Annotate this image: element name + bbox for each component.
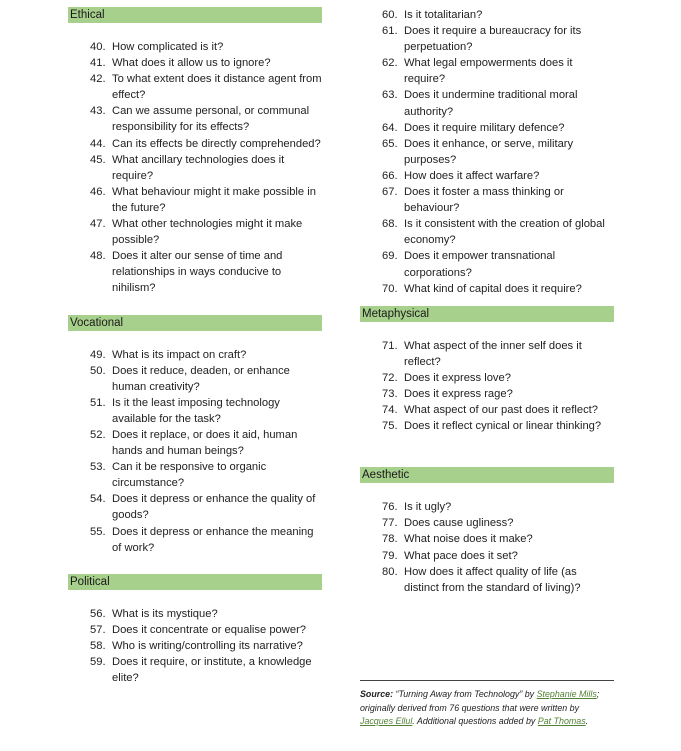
question-number: 50. — [90, 364, 106, 377]
question-number: 63. — [382, 89, 398, 102]
question-number: 78. — [382, 533, 398, 546]
question-number: 59. — [90, 656, 106, 668]
section-header-aesthetic: Aesthetic — [360, 467, 614, 483]
question-list-vocational — [68, 347, 322, 556]
question-item — [90, 347, 322, 363]
question-text: Does it enhance, or serve, military purposes? — [404, 137, 574, 166]
question-number: 77. — [382, 517, 398, 530]
question-number: 62. — [382, 57, 398, 70]
source-text: . — [585, 716, 589, 727]
question-item — [382, 168, 614, 184]
question-item — [382, 402, 614, 418]
question-item — [90, 459, 322, 491]
question-text: What other technologies might it make possible? — [112, 218, 303, 247]
question-text: Does cause ugliness? — [404, 517, 514, 530]
question-text: Can we assume personal, or communal responsibility for its effects? — [112, 105, 310, 134]
question-text: Does it require military defence? — [404, 121, 565, 134]
question-item — [382, 418, 614, 434]
question-number: 58. — [90, 639, 106, 652]
question-text: Does it require a bureaucracy for its perpetuation? — [404, 25, 582, 54]
question-number: 61. — [382, 25, 398, 38]
question-text: Is it totalitarian? — [404, 9, 483, 21]
question-number: 64. — [382, 121, 398, 134]
question-text: Does it depress or enhance the quality of goods? — [112, 493, 316, 522]
question-number: 45. — [90, 153, 106, 166]
question-number: 57. — [90, 623, 106, 636]
question-text: What is its mystique? — [112, 607, 218, 620]
question-number: 56. — [90, 607, 106, 620]
question-text: Can it be responsive to organic circumstance? — [112, 461, 267, 490]
question-item — [90, 39, 322, 55]
question-list-political — [68, 606, 322, 686]
question-text: What legal empowerments does it require? — [404, 57, 573, 86]
question-item — [90, 152, 322, 184]
question-item — [90, 55, 322, 71]
question-number: 44. — [90, 137, 106, 150]
section-header-metaphysical: Metaphysical — [360, 306, 614, 322]
question-item — [90, 184, 322, 216]
question-number: 41. — [90, 57, 106, 70]
question-text: Can its effects be directly comprehended? — [112, 137, 321, 150]
question-item — [382, 87, 614, 119]
section-header-political: Political — [68, 574, 322, 590]
question-text: What does it allow us to ignore? — [112, 57, 271, 70]
question-text: Does it express love? — [404, 371, 511, 384]
question-list-aesthetic — [360, 499, 614, 596]
question-number: 42. — [90, 73, 106, 86]
section-header-vocational: Vocational — [68, 315, 322, 331]
question-item — [382, 120, 614, 136]
question-text: Is it the least imposing technology available for the task? — [112, 396, 280, 425]
right-column — [360, 0, 614, 596]
question-text: Does it undermine traditional moral authority? — [404, 89, 578, 118]
question-item — [90, 524, 322, 556]
question-number: 79. — [382, 549, 398, 562]
question-list-metaphysical — [360, 338, 614, 435]
question-number: 49. — [90, 348, 106, 361]
question-item — [382, 564, 614, 596]
question-item — [90, 136, 322, 152]
question-text: Does it concentrate or equalise power? — [112, 623, 307, 636]
question-number: 51. — [90, 396, 106, 409]
question-number: 54. — [90, 493, 106, 506]
question-number: 75. — [382, 420, 398, 433]
question-number: 47. — [90, 218, 106, 231]
question-number: 80. — [382, 565, 398, 578]
question-item — [90, 606, 322, 622]
question-text: What behaviour might it make possible in the future? — [112, 185, 316, 214]
question-item — [90, 654, 322, 686]
question-text: Does it reflect cynical or linear thinking? — [404, 420, 602, 433]
question-item — [382, 248, 614, 280]
source-note — [360, 680, 614, 729]
question-text: Does it empower transnational corporations? — [404, 250, 556, 279]
question-text: What noise does it make? — [404, 533, 533, 546]
question-text: Is it ugly? — [404, 501, 452, 514]
question-number: 68. — [382, 218, 398, 231]
question-number: 52. — [90, 428, 106, 441]
link-jacques-ellul[interactable]: Jacques Ellul — [360, 716, 413, 727]
question-text: How does it affect quality of life (as distinct from the standard of living)? — [404, 565, 581, 594]
question-number: 66. — [382, 169, 398, 182]
question-number: 53. — [90, 461, 106, 474]
source-text: ; originally derived from 76 questions that were written by — [360, 689, 600, 713]
question-number: 69. — [382, 250, 398, 263]
question-item — [90, 216, 322, 248]
question-text: Does it require, or institute, a knowledge elite? — [112, 656, 312, 685]
question-item — [382, 216, 614, 248]
question-item — [382, 7, 614, 23]
question-number: 71. — [382, 339, 398, 352]
question-item — [382, 499, 614, 515]
question-item — [90, 363, 322, 395]
question-text: What aspect of our past does it reflect? — [404, 404, 599, 417]
question-item — [382, 23, 614, 55]
question-number: 60. — [382, 9, 398, 21]
question-text: Does it alter our sense of time and relationships in ways conducive to nihilism? — [112, 250, 283, 295]
source-text: . Additional questions added by — [412, 716, 538, 727]
question-text: Who is writing/controlling its narrative? — [112, 639, 303, 652]
question-item — [382, 55, 614, 87]
question-text: Does it express rage? — [404, 387, 513, 400]
link-stephanie-mills[interactable]: Stephanie Mills — [536, 689, 597, 699]
question-number: 48. — [90, 250, 106, 263]
question-text: What aspect of the inner self does it reflect? — [404, 339, 582, 368]
question-number: 40. — [90, 41, 106, 53]
question-item — [382, 136, 614, 168]
question-item — [382, 531, 614, 547]
source-label: Source: — [360, 689, 394, 699]
section-header-ethical: Ethical — [68, 7, 322, 23]
question-item — [382, 370, 614, 386]
source-text: “Turning Away from Technology” by — [393, 689, 537, 699]
question-text: What kind of capital does it require? — [404, 282, 582, 295]
question-text: What pace does it set? — [404, 549, 518, 562]
question-number: 74. — [382, 404, 398, 417]
question-item — [90, 103, 322, 135]
question-text: How complicated is it? — [112, 41, 224, 53]
question-item — [382, 281, 614, 297]
question-item — [90, 395, 322, 427]
question-text: Does it foster a mass thinking or behaviour? — [404, 186, 564, 215]
question-item — [90, 71, 322, 103]
question-item — [382, 515, 614, 531]
question-text: Does it replace, or does it aid, human hands and human beings? — [112, 428, 298, 458]
question-text: Does it reduce, deaden, or enhance human creativity? — [112, 364, 290, 393]
question-text: How does it affect warfare? — [404, 169, 540, 182]
question-number: 72. — [382, 371, 398, 384]
question-item — [90, 638, 322, 654]
question-number: 76. — [382, 501, 398, 514]
question-item — [382, 548, 614, 564]
question-number: 73. — [382, 387, 398, 400]
question-item — [382, 386, 614, 402]
question-text: Does it depress or enhance the meaning of work? — [112, 525, 314, 554]
question-number: 55. — [90, 525, 106, 538]
question-number: 43. — [90, 105, 106, 118]
link-pat-thomas[interactable]: Pat Thomas — [537, 716, 586, 727]
question-number: 70. — [382, 282, 398, 295]
question-item — [90, 248, 322, 296]
question-list-political-continued — [360, 7, 614, 297]
question-item — [382, 338, 614, 370]
left-column — [68, 0, 322, 686]
question-item — [90, 491, 322, 523]
question-text: Is it consistent with the creation of global economy? — [404, 218, 605, 247]
question-text: To what extent does it distance agent from effect? — [112, 73, 322, 102]
question-number: 67. — [382, 186, 398, 199]
question-item — [90, 427, 322, 459]
question-text: What is its impact on craft? — [112, 348, 247, 361]
question-number: 65. — [382, 137, 398, 150]
question-list-ethical — [68, 39, 322, 297]
question-item — [90, 622, 322, 638]
question-text: What ancillary technologies does it require? — [112, 153, 285, 182]
question-item — [382, 184, 614, 216]
question-number: 46. — [90, 185, 106, 198]
